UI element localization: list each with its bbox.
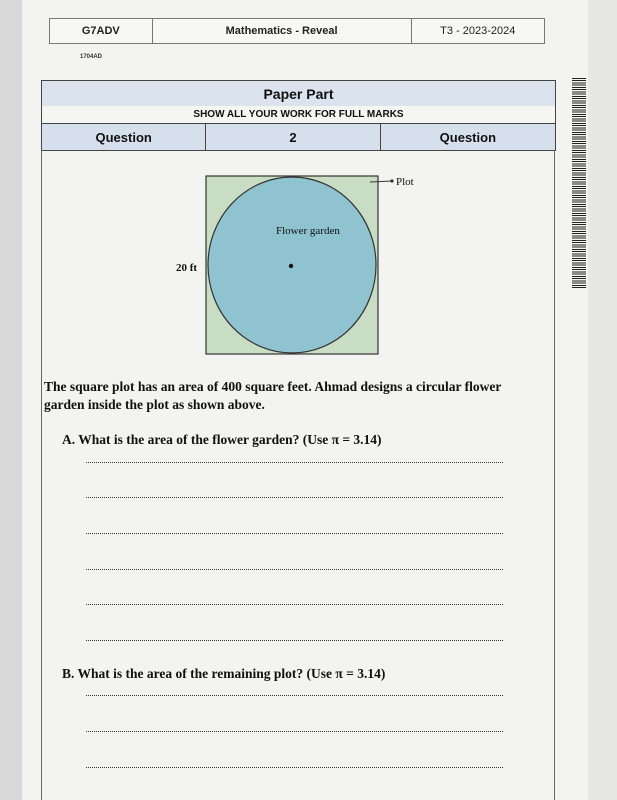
answer-line[interactable] <box>86 767 503 768</box>
class-code: G7ADV <box>50 19 153 43</box>
center-dot <box>289 264 293 268</box>
question-label-right: Question <box>439 129 497 145</box>
question-label-left: Question <box>42 124 206 150</box>
exam-code: 1704AD <box>80 54 103 60</box>
exam-header <box>49 18 545 44</box>
plot-label: Plot <box>396 176 414 188</box>
page-margin <box>588 0 617 800</box>
question-header-block <box>41 80 556 177</box>
answer-line[interactable] <box>86 695 503 696</box>
part-a-question: A. What is the area of the flower garden? (Use π = 3.14) <box>62 432 382 447</box>
answer-line[interactable] <box>86 462 503 463</box>
part-b-question: B. What is the area of the remaining plot? (Use π = 3.14) <box>62 666 386 681</box>
question-prompt: The square plot has an area of 400 square feet. Ahmad designs a circular flower garden inside the plot as shown above. <box>44 379 502 412</box>
side-length-label: 20 ft <box>176 262 198 274</box>
left-border <box>41 150 42 800</box>
plot-figure <box>170 170 430 360</box>
answer-line[interactable] <box>86 640 503 641</box>
question-row <box>41 124 556 151</box>
section-title: Paper Part <box>41 80 556 107</box>
garden-label: Flower garden <box>276 225 340 237</box>
barcode-icon <box>572 78 586 288</box>
answer-line[interactable] <box>86 533 503 534</box>
question-number: 2 <box>206 124 380 150</box>
plot-diagram <box>170 170 430 360</box>
subject-title: Mathematics - Reveal <box>153 19 412 43</box>
instruction-text: SHOW ALL YOUR WORK FOR FULL MARKS <box>41 106 556 124</box>
answer-line[interactable] <box>86 497 503 498</box>
right-border <box>554 150 555 800</box>
answer-line[interactable] <box>86 604 503 605</box>
term-label: T3 - 2023-2024 <box>440 25 516 37</box>
plot-pointer-dot <box>390 179 393 182</box>
answer-line[interactable] <box>86 731 503 732</box>
answer-line[interactable] <box>86 569 503 570</box>
